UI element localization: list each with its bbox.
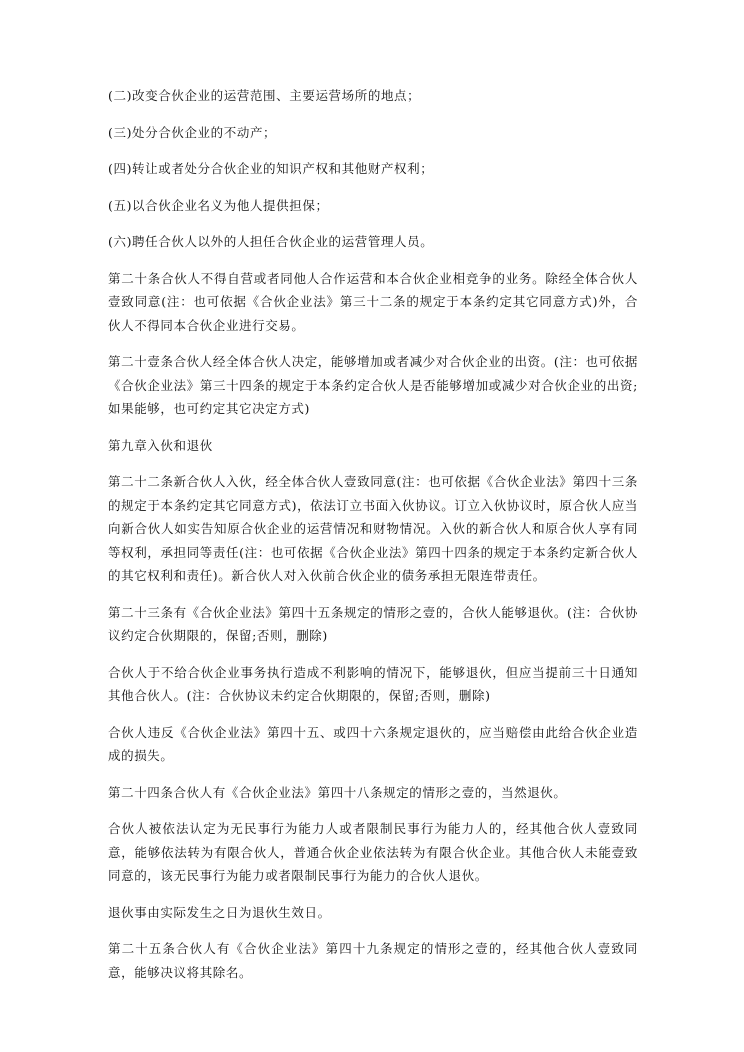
clause-item-4: (四)转让或者处分合伙企业的知识产权和其他财产权利； <box>108 161 434 176</box>
chapter-9-heading: 第九章入伙和退伙 <box>108 437 213 453</box>
article-23-paragraph-3: 合伙人违反《合伙企业法》第四十五、或四十六条规定退伙的，应当赔偿由此给合伙企业造成的损失。 <box>108 724 638 763</box>
clause-item-6: (六)聘任合伙人以外的人担任合伙企业的运营管理人员。 <box>108 234 434 249</box>
clause-item-5: (五)以合伙企业名义为他人提供担保； <box>108 197 329 213</box>
article-21: 第二十壹条合伙人经全体合伙人决定，能够增加或者减少对合伙企业的出资。(注：也可依据《合伙企业法》第三十四条的规定于本条约定合伙人是否能够增加或减少对合伙企业的出资;如果能够，也可约定其它决定方式) <box>108 354 638 416</box>
clause-item-2: (二)改变合伙企业的运营范围、主要运营场所的地点； <box>108 88 421 103</box>
article-24-paragraph-3: 退伙事由实际发生之日为退伙生效日。 <box>108 904 331 920</box>
clause-item-3: (三)处分合伙企业的不动产； <box>108 124 277 140</box>
article-20: 第二十条合伙人不得自营或者同他人合作运营和本合伙企业相竞争的业务。除经全体合伙人壹致同意(注：也可依据《合伙企业法》第三十二条的规定于本条约定其它同意方式)外，合伙人不得同本合伙企业进行交易。 <box>108 270 638 333</box>
article-22: 第二十二条新合伙人入伙，经全体合伙人壹致同意(注：也可依据《合伙企业法》第四十三条的规定于本条约定其它同意方式)，依法订立书面入伙协议。订立入伙协议时，原合伙人应当向新合伙人如实告知原合伙企业的运营情况和财物情况。入伙的新合伙人和原合伙人享有同等权利，承担同等责任(注：也可依据《合伙企业法》第四十四条的规定于本条约定新合伙人的其它权利和责任)。新合伙人对入伙前合伙企业的债务承担无限连带责任。 <box>108 474 638 583</box>
article-25: 第二十五条合伙人有《合伙企业法》第四十九条规定的情形之壹的，经其他合伙人壹致同意，能够决议将其除名。 <box>108 941 638 980</box>
article-24-paragraph-2: 合伙人被依法认定为无民事行为能力人或者限制民事行为能力人的，经其他合伙人壹致同意，能够依法转为有限合伙人，普通合伙企业依法转为有限合伙企业。其他合伙人未能壹致同意的，该无民事行为能力或者限制民事行为能力的合伙人退伙。 <box>108 821 638 883</box>
article-24: 第二十四条合伙人有《合伙企业法》第四十八条规定的情形之壹的，当然退伙。 <box>108 784 567 800</box>
article-23: 第二十三条有《合伙企业法》第四十五条规定的情形之壹的，合伙人能够退伙。(注：合伙协议约定合伙期限的，保留;否则，删除) <box>108 604 638 643</box>
article-23-paragraph-2: 合伙人于不给合伙企业事务执行造成不利影响的情况下，能够退伙，但应当提前三十日通知其他合伙人。(注：合伙协议未约定合伙期限的，保留;否则，删除) <box>108 664 638 703</box>
document-page <box>108 84 638 997</box>
